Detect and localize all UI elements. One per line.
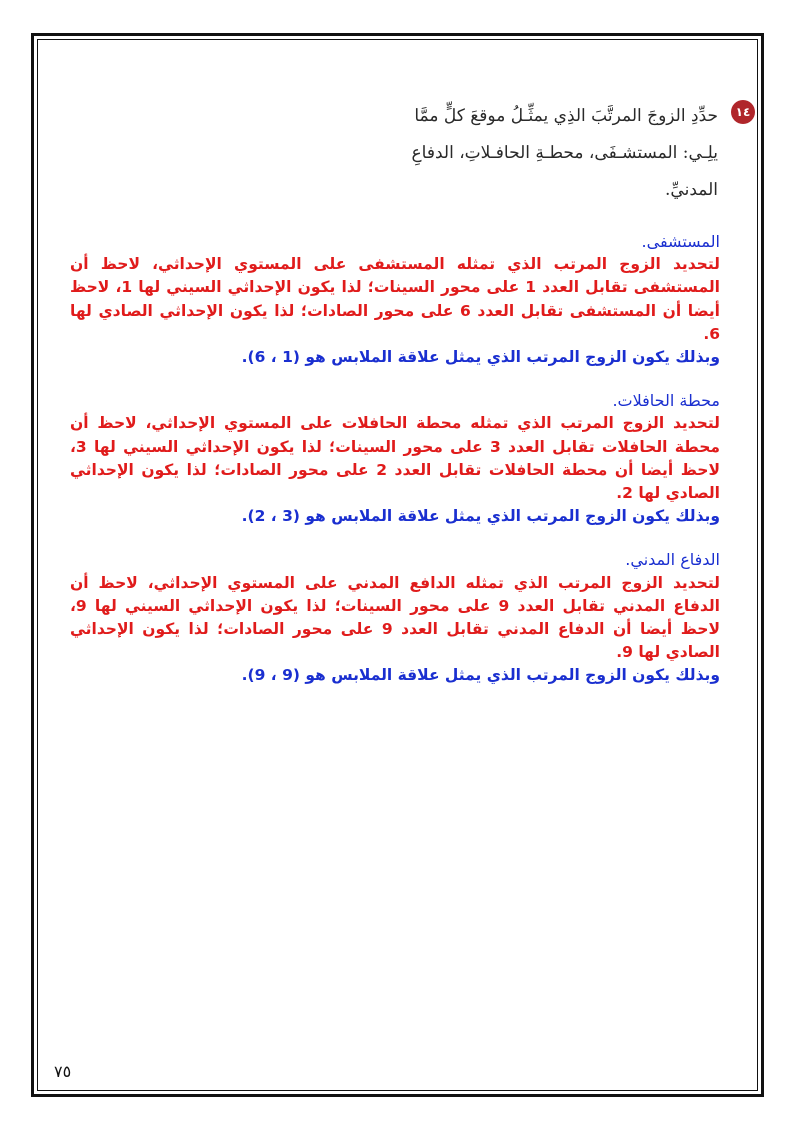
section-conclusion: وبذلك يكون الزوج المرتب الذي يمثل علاقة الملابس هو (9 ، 9). [241, 666, 720, 685]
section-explanation: لتحديد الزوج المرتب الذي تمثله المستشفى على المستوي الإحداثي، لاحظ أن المستشفى تقابل العدد 1 على محور السينات؛ لذا يكون الإحداثي السيني لها 1، لاحظ أيضا أن المستشفى تقابل العدد 6 على محور الصادات؛ لذا يكون الإحداثي الصادي لها 6. [70, 255, 720, 343]
question-text: حدِّدِ الزوجَ المرتَّبَ الذِي يمثِّـلُ موقعَ كلٍّ ممَّا يلِـي: المستشـفَى، محطـةِ الحافـلاتِ، الدفاعِ المدنيِّ. [411, 106, 718, 200]
section-conclusion: وبذلك يكون الزوج المرتب الذي يمثل علاقة الملابس هو (1 ، 6). [241, 348, 720, 367]
section-title: محطة الحافلات. [612, 391, 720, 411]
section-title: المستشفى. [641, 232, 720, 251]
answers-block [70, 230, 720, 708]
question-number-badge: ١٤ [731, 100, 755, 124]
section-explanation: لتحديد الزوج المرتب الذي تمثله الدافع المدني على المستوي الإحداثي، لاحظ أن الدفاع المدني تقابل العدد 9 على محور السينات؛ لذا يكون الإحداثي السيني لها 9، لاحظ أيضا أن الدفاع المدني تقابل العدد 9 على محور الصادات؛ لذا يكون الإحداثي الصادي لها 9. [70, 573, 721, 662]
section-conclusion: وبذلك يكون الزوج المرتب الذي يمثل علاقة الملابس هو (3 ، 2). [241, 507, 720, 526]
page-number: ٧٥ [54, 1062, 72, 1081]
section-title: الدفاع المدني. [625, 550, 720, 570]
answer-section-civil-defense [70, 548, 720, 687]
section-explanation: لتحديد الزوج المرتب الذي تمثله محطة الحافلات على المستوي الإحداثي، لاحظ أن محطة الحافلات تقابل العدد 3 على محور السينات؛ لذا يكون الإحداثي السيني لها 3، لاحظ أيضا أن محطة الحافلات تقابل العدد 2 على محور الصادات؛ لذا يكون الإحداثي الصادي لها 2. [70, 414, 721, 503]
answer-section-bus-station [70, 389, 720, 528]
answer-section-hospital [70, 230, 720, 369]
